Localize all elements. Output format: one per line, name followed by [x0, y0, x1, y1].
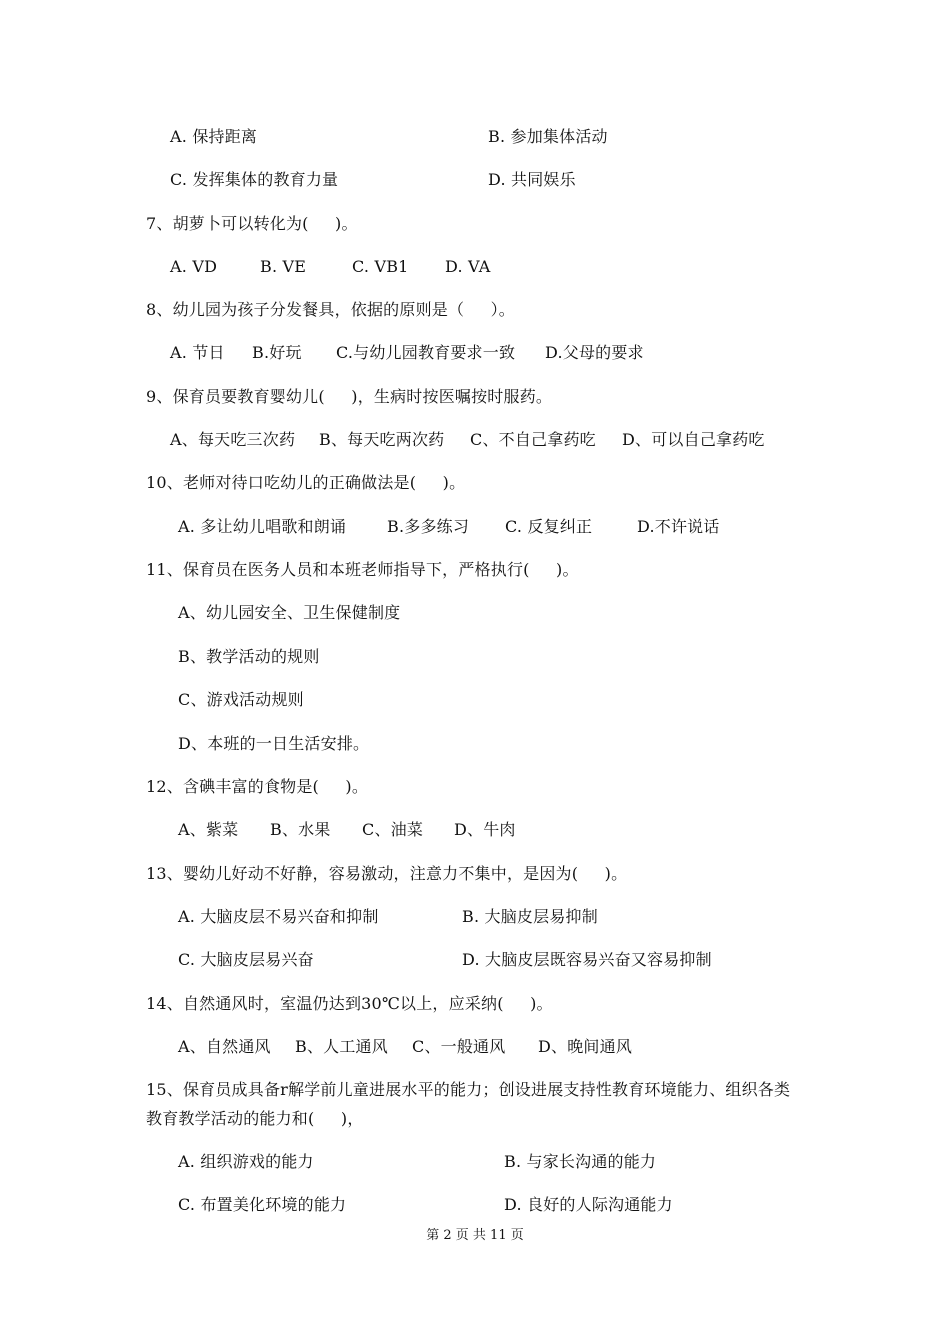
- question-13-option-b: B. 大脑皮层易抑制: [462, 907, 598, 926]
- question-13-option-a: A. 大脑皮层不易兴奋和抑制: [178, 907, 379, 926]
- question-8-option-a: A. 节日: [170, 343, 225, 362]
- question-8-option-d: D.父母的要求: [545, 343, 644, 362]
- question-7-option-b: B. VE: [260, 257, 307, 276]
- question-9-option-a: A、每天吃三次药: [170, 430, 296, 449]
- question-9-option-b: B、每天吃两次药: [319, 430, 445, 449]
- question-9-option-c: C、不自己拿药吃: [470, 430, 596, 449]
- option-a: A. 保持距离: [170, 127, 258, 146]
- question-13-option-c: C. 大脑皮层易兴奋: [178, 950, 314, 969]
- question-12-stem: 12、含碘丰富的食物是( )。: [146, 777, 369, 796]
- question-7-option-a: A. VD: [170, 257, 218, 276]
- question-15-option-a: A. 组织游戏的能力: [178, 1152, 314, 1171]
- question-10-option-a: A. 多让幼儿唱歌和朗诵: [178, 517, 347, 536]
- question-12-option-c: C、油菜: [362, 820, 424, 839]
- question-15-stem-line-1: 15、保育员成具备r解学前儿童进展水平的能力；创设进展支持性教育环境能力、组织各类: [146, 1080, 791, 1099]
- question-13-option-d: D. 大脑皮层既容易兴奋又容易抑制: [462, 950, 712, 969]
- question-11-option-a: A、幼儿园安全、卫生保健制度: [178, 603, 401, 622]
- question-15-option-b: B. 与家长沟通的能力: [504, 1152, 657, 1171]
- question-14-option-a: A、自然通风: [178, 1037, 271, 1056]
- question-8-option-c: C.与幼儿园教育要求一致: [336, 343, 516, 362]
- question-10-stem: 10、老师对待口吃幼儿的正确做法是( )。: [146, 473, 466, 492]
- question-14-option-b: B、人工通风: [295, 1037, 388, 1056]
- question-9-stem: 9、保育员要教育婴幼儿( )，生病时按医嘱按时服药。: [146, 387, 553, 406]
- question-10-option-c: C. 反复纠正: [505, 517, 593, 536]
- question-15-option-d: D. 良好的人际沟通能力: [504, 1195, 673, 1214]
- option-b: B. 参加集体活动: [488, 127, 608, 146]
- question-7-stem: 7、胡萝卜可以转化为( )。: [146, 214, 358, 233]
- question-15-option-c: C. 布置美化环境的能力: [178, 1195, 347, 1214]
- question-13-stem: 13、婴幼儿好动不好静，容易激动，注意力不集中，是因为( )。: [146, 864, 628, 883]
- question-14-option-d: D、晚间通风: [538, 1037, 633, 1056]
- question-12-option-d: D、牛肉: [454, 820, 516, 839]
- question-12-option-b: B、水果: [270, 820, 331, 839]
- question-8-stem: 8、幼儿园为孩子分发餐具，依据的原则是（ ）。: [146, 300, 516, 319]
- question-12-option-a: A、紫菜: [178, 820, 239, 839]
- question-11-stem: 11、保育员在医务人员和本班老师指导下，严格执行( )。: [146, 560, 579, 579]
- question-10-option-d: D.不许说话: [637, 517, 720, 536]
- question-11-option-d: D、本班的一日生活安排。: [178, 734, 370, 753]
- question-7-option-c: C. VB1: [352, 257, 409, 276]
- question-8-option-b: B.好玩: [252, 343, 302, 362]
- question-14-option-c: C、一般通风: [412, 1037, 506, 1056]
- question-11-option-b: B、教学活动的规则: [178, 647, 320, 666]
- option-d: D. 共同娱乐: [488, 170, 576, 189]
- question-10-option-b: B.多多练习: [387, 517, 470, 536]
- option-c: C. 发挥集体的教育力量: [170, 170, 339, 189]
- question-7-option-d: D. VA: [445, 257, 491, 276]
- question-9-option-d: D、可以自己拿药吃: [622, 430, 765, 449]
- question-14-stem: 14、自然通风时，室温仍达到30℃以上，应采纳( )。: [146, 994, 553, 1013]
- page-number-footer: 第 2 页 共 11 页: [426, 1228, 524, 1243]
- question-11-option-c: C、游戏活动规则: [178, 690, 304, 709]
- question-15-stem-line-2: 教育教学活动的能力和( )，: [146, 1109, 364, 1128]
